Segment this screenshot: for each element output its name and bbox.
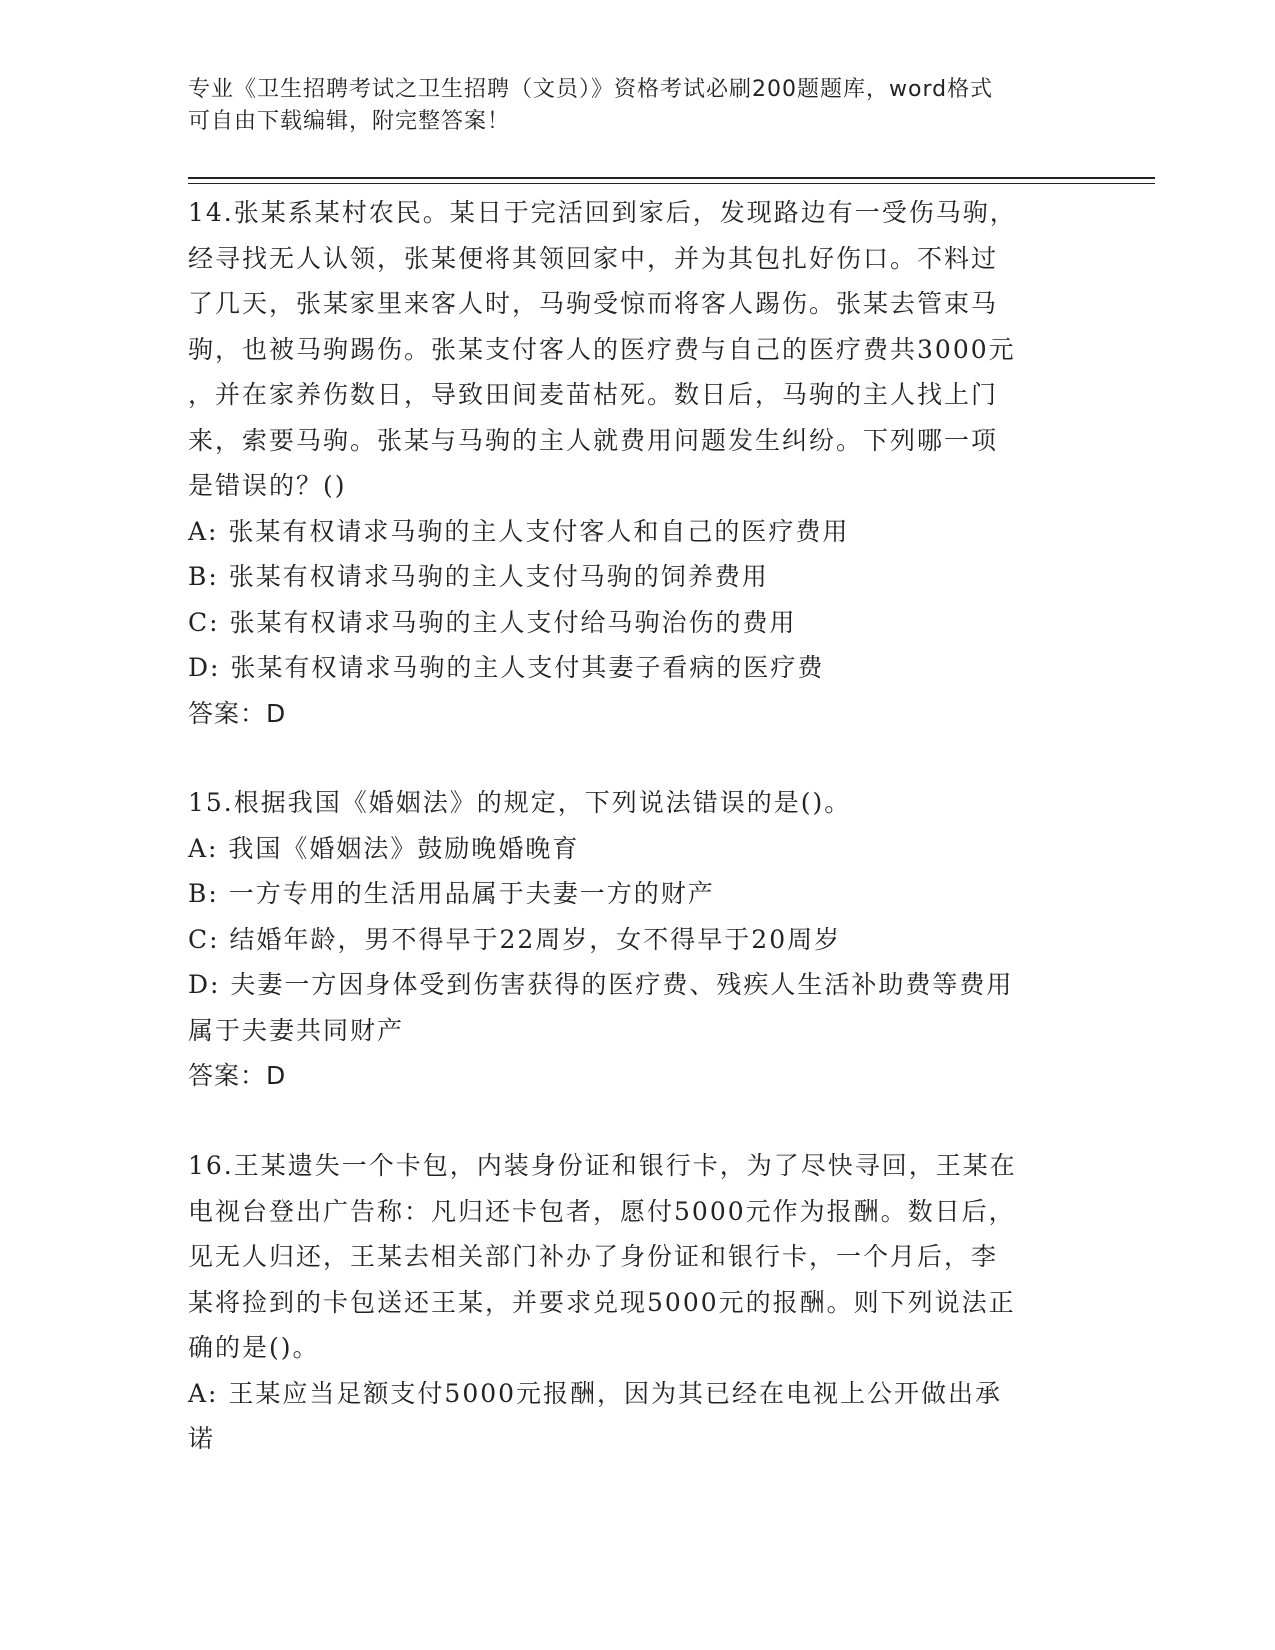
question-15 <box>188 780 1088 1099</box>
option-d-continued: 属于夫妻共同财产 <box>188 1015 405 1045</box>
question-text-line: 确的是()。 <box>188 1333 320 1362</box>
header-divider <box>188 177 1155 179</box>
option-a: A: 张某有权请求马驹的主人支付客人和自己的医疗费用 <box>188 516 850 546</box>
answer-line: 答案：D <box>188 698 287 728</box>
option-a-continued: 诺 <box>188 1424 216 1453</box>
option-a: A: 王某应当足额支付5000元报酬，因为其已经在电视上公开做出承 <box>188 1378 1003 1408</box>
question-text-line: 14.张某系某村农民。某日于完活回到家后，发现路边有一受伤马驹， <box>188 198 1017 227</box>
header-line: 可自由下载编辑，附完整答案！ <box>188 109 511 134</box>
question-text-line: 是错误的？() <box>188 471 347 500</box>
question-text-line: 了几天，张某家里来客人时，马驹受惊而将客人踢伤。张某去管束马 <box>188 289 999 318</box>
answer-line: 答案：D <box>188 1061 287 1090</box>
question-text-line: 驹，也被马驹踢伤。张某支付客人的医疗费与自己的医疗费共3000元 <box>188 334 1016 364</box>
question-14 <box>188 190 1088 736</box>
question-text-line: 电视台登出广告称：凡归还卡包者，愿付5000元作为报酬。数日后， <box>188 1196 1016 1226</box>
option-d: D: 夫妻一方因身体受到伤害获得的医疗费、残疾人生活补助费等费用 <box>188 970 1014 999</box>
document-header <box>188 74 1088 138</box>
question-text-line: 经寻找无人认领，张某便将其领回家中，并为其包扎好伤口。不料过 <box>188 243 999 273</box>
question-text-line: 15.根据我国《婚姻法》的规定，下列说法错误的是()。 <box>188 788 852 817</box>
option-a: A: 我国《婚姻法》鼓励晚婚晚育 <box>188 833 580 863</box>
question-text-line: 来，索要马驹。张某与马驹的主人就费用问题发生纠纷。下列哪一项 <box>188 425 999 455</box>
header-line: 专业《卫生招聘考试之卫生招聘（文员）》资格考试必刷200题题库，word格式 <box>188 77 994 102</box>
question-text-line: 某将捡到的卡包送还王某，并要求兑现5000元的报酬。则下列说法正 <box>188 1287 1016 1317</box>
question-text-line: 见无人归还，王某去相关部门补办了身份证和银行卡，一个月后，李 <box>188 1242 999 1271</box>
question-16 <box>188 1143 1088 1462</box>
option-d: D: 张某有权请求马驹的主人支付其妻子看病的医疗费 <box>188 653 825 682</box>
option-b: B: 一方专用的生活用品属于夫妻一方的财产 <box>188 879 715 908</box>
question-text-line: 16.王某遗失一个卡包，内装身份证和银行卡，为了尽快寻回，王某在 <box>188 1151 1017 1180</box>
header-divider-thin <box>188 183 1155 184</box>
option-c: C: 张某有权请求马驹的主人支付给马驹治伤的费用 <box>188 607 797 637</box>
option-b: B: 张某有权请求马驹的主人支付马驹的饲养费用 <box>188 562 769 591</box>
question-text-line: ，并在家养伤数日，导致田间麦苗枯死。数日后，马驹的主人找上门 <box>188 380 999 409</box>
option-c: C: 结婚年龄，男不得早于22周岁，女不得早于20周岁 <box>188 924 842 954</box>
